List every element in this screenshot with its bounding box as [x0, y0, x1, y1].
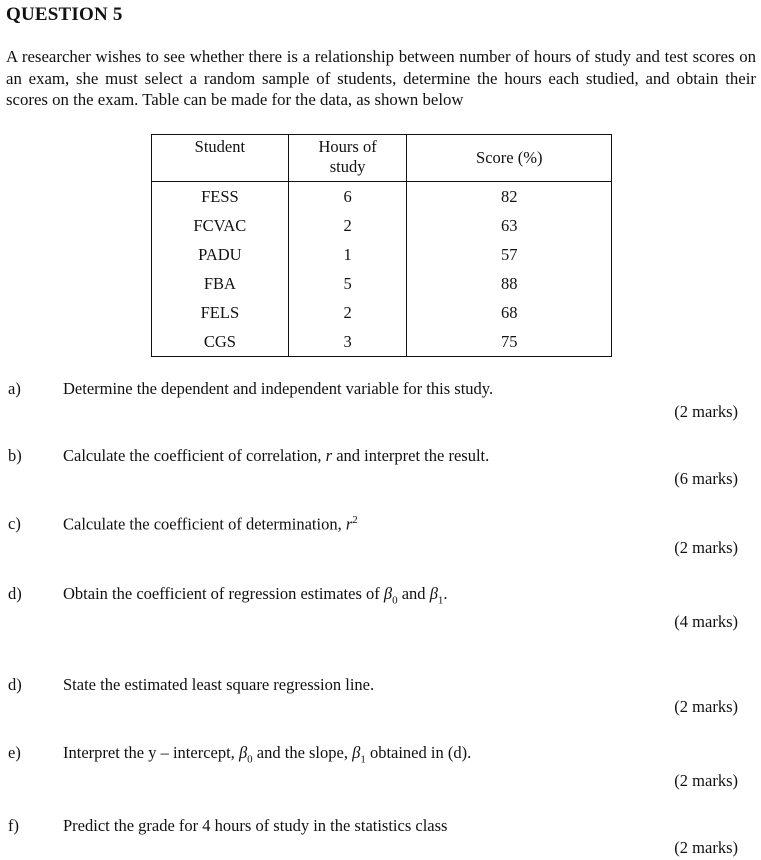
symbol-r: r — [345, 514, 353, 534]
question-text: Determine the dependent and independent variable for this study. — [63, 379, 494, 398]
cell-hours: 5 — [288, 269, 407, 298]
cell-score: 75 — [407, 327, 612, 357]
cell-student: FCVAC — [152, 211, 289, 240]
table-row — [152, 269, 612, 298]
header-hours — [288, 135, 407, 182]
question-label: f) — [8, 816, 19, 835]
question-marks: (2 marks) — [674, 538, 738, 557]
symbol-beta: β — [383, 584, 393, 603]
symbol-r: r — [325, 446, 333, 465]
question-marks: (4 marks) — [674, 612, 738, 631]
question-text — [63, 584, 448, 606]
table-header-row — [152, 135, 612, 182]
symbol-beta: β — [238, 743, 248, 762]
symbol-beta: β — [429, 584, 438, 603]
cell-score: 88 — [407, 269, 612, 298]
table-row — [152, 240, 612, 269]
table-row — [152, 327, 612, 357]
cell-student: FESS — [152, 182, 289, 212]
question-label: e) — [8, 743, 21, 762]
subscript: 1 — [360, 753, 366, 766]
question-marks: (2 marks) — [674, 697, 738, 716]
header-score: Score (%) — [407, 135, 612, 182]
question-label: a) — [8, 379, 21, 398]
cell-student: FELS — [152, 298, 289, 327]
question-text-part: Interpret the y – intercept, — [63, 743, 235, 762]
cell-hours: 3 — [288, 327, 407, 357]
cell-student: PADU — [152, 240, 289, 269]
cell-hours: 1 — [288, 240, 407, 269]
question-marks: (6 marks) — [674, 469, 738, 488]
superscript: 2 — [352, 514, 358, 526]
cell-score: 68 — [407, 298, 612, 327]
question-text: State the estimated least square regression line. — [63, 675, 375, 694]
subscript: 0 — [392, 594, 398, 607]
cell-hours: 2 — [288, 211, 407, 240]
question-marks: (2 marks) — [674, 402, 738, 421]
question-text-part: Obtain the coefficient of regression estimates of — [63, 584, 380, 603]
data-table — [151, 134, 612, 357]
symbol-beta: β — [352, 743, 361, 762]
cell-student: FBA — [152, 269, 289, 298]
question-text-part: and interpret the result. — [336, 446, 490, 465]
subscript: 0 — [247, 753, 253, 766]
question-marks: (2 marks) — [674, 771, 738, 790]
question-label: b) — [8, 446, 22, 465]
question-text-part: and — [401, 584, 426, 603]
question-label: c) — [8, 514, 21, 533]
question-text-part: and the slope, — [256, 743, 348, 762]
question-text — [63, 446, 489, 466]
question-marks: (2 marks) — [674, 838, 738, 857]
question-text-part: . — [443, 584, 448, 603]
question-text-part: obtained in (d). — [369, 743, 472, 762]
question-label: d) — [8, 584, 22, 603]
table-row — [152, 182, 612, 212]
question-text: Predict the grade for 4 hours of study in the statistics class — [63, 816, 448, 835]
subscript: 1 — [437, 594, 444, 607]
cell-hours: 6 — [288, 182, 407, 212]
question-text — [63, 514, 358, 535]
cell-score: 82 — [407, 182, 612, 212]
question-title: QUESTION 5 — [6, 4, 123, 25]
question-intro: A researcher wishes to see whether there is a relationship between number of hours of study and test scores on an exam, she must select a random sample of students, determine the hours each studied, and obtain their scores on the exam. Table can be made for the data, as shown below — [6, 47, 756, 109]
header-hours-line1: Hours of — [318, 137, 377, 156]
question-text — [63, 743, 471, 765]
header-student: Student — [152, 135, 289, 182]
question-text-part: Calculate the coefficient of determination, — [63, 514, 342, 534]
cell-score: 57 — [407, 240, 612, 269]
table-row — [152, 211, 612, 240]
header-hours-line2: study — [329, 157, 366, 176]
cell-hours: 2 — [288, 298, 407, 327]
cell-score: 63 — [407, 211, 612, 240]
question-label: d) — [8, 675, 22, 694]
question-text-part: Calculate the coefficient of correlation, — [63, 446, 322, 465]
cell-student: CGS — [152, 327, 289, 357]
table-row — [152, 298, 612, 327]
